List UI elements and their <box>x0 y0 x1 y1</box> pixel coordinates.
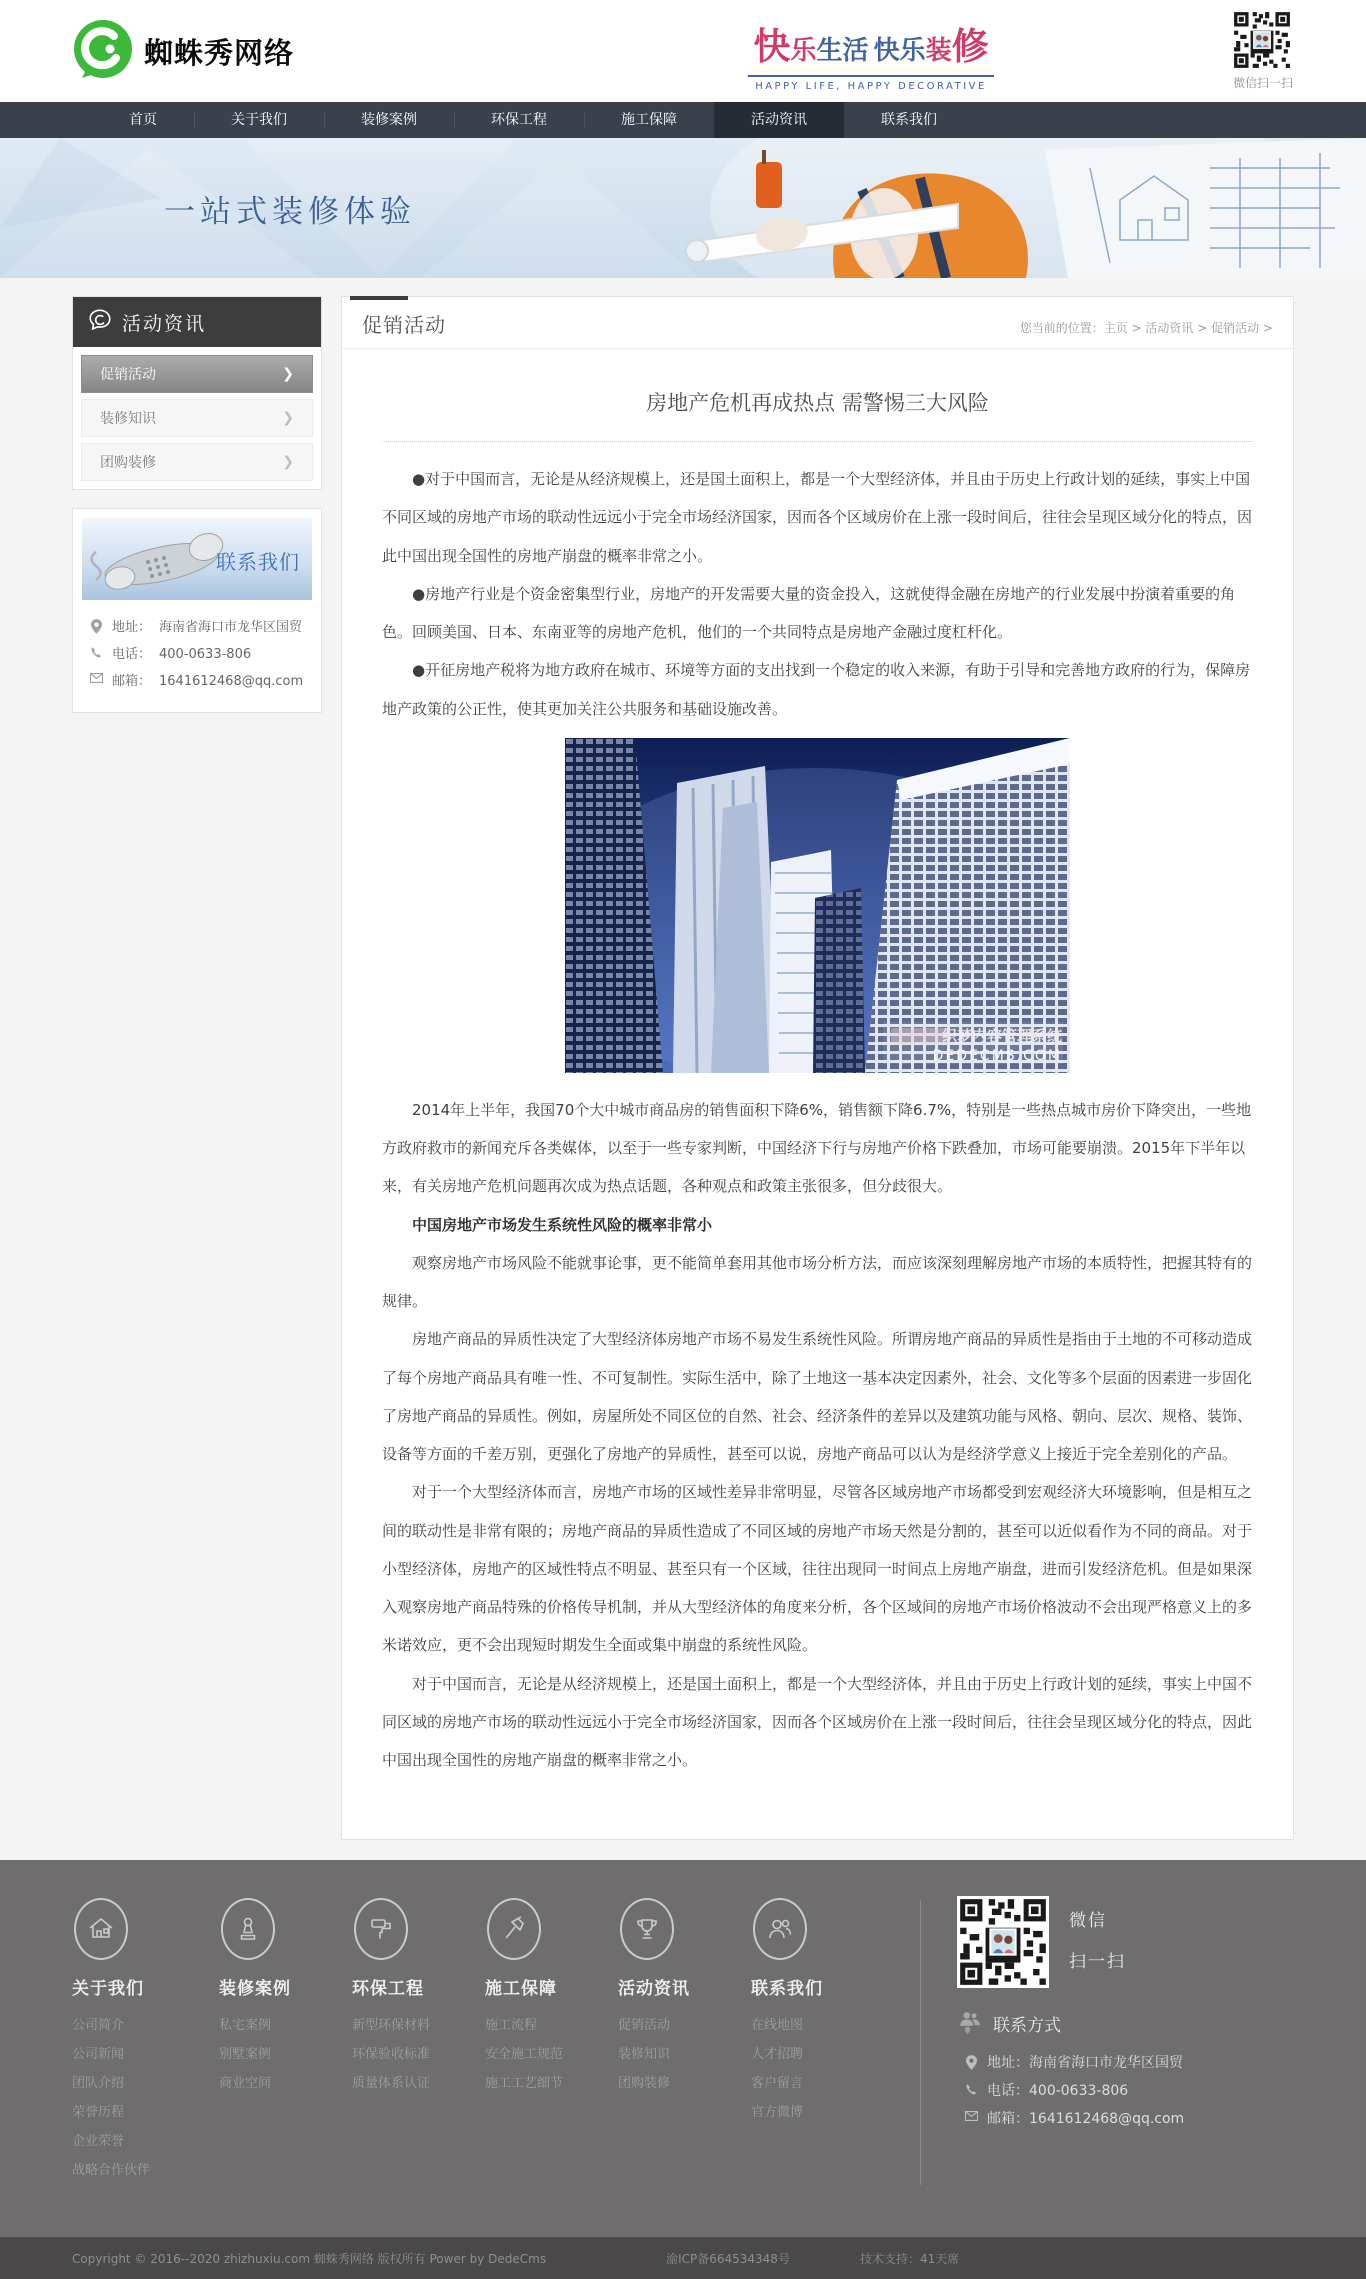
footer-email-value: 邮箱：1641612468@qq.com <box>987 2111 1185 2128</box>
article-image <box>382 738 1253 1077</box>
sidebar-header <box>73 297 321 347</box>
footer-link[interactable]: 客户留言 <box>751 2076 804 2092</box>
footer-email-line <box>957 2105 1294 2133</box>
nav-item-about[interactable]: 关于我们 <box>194 102 324 138</box>
mail-icon <box>88 673 104 683</box>
wechat-scan-label: 扫一扫 <box>1069 1952 1126 1973</box>
logo-text: 蜘蛛秀网络 <box>144 35 295 70</box>
footer-link[interactable]: 公司新闻 <box>72 2047 125 2063</box>
footer-link[interactable]: 商业空间 <box>219 2076 272 2092</box>
logo[interactable] <box>72 18 294 84</box>
footer-address-value: 地址：海南省海口市龙华区国贸 <box>987 2055 1183 2072</box>
email-line <box>88 668 306 695</box>
nav-item-construction[interactable]: 施工保障 <box>584 102 714 138</box>
icp-number[interactable]: 渝ICP备664534348号 <box>666 2251 790 2266</box>
footer-link[interactable]: 别墅案例 <box>219 2047 272 2063</box>
breadcrumb[interactable]: 您当前的位置：主页 > 活动资讯 > 促销活动 > <box>1019 321 1273 335</box>
footer-link[interactable]: 环保验收标准 <box>352 2047 431 2063</box>
nav-item-news[interactable]: 活动资讯 <box>714 102 844 138</box>
sidebar-item-group-buy[interactable] <box>81 443 313 481</box>
slogan-english: HAPPY LIFE, HAPPY DECORATIVE <box>748 75 994 92</box>
mail-icon <box>963 2111 979 2121</box>
sidebar-item-label: 促销活动 <box>100 367 156 383</box>
sidebar-item-knowledge[interactable] <box>81 399 313 437</box>
contact-card-title: 联系我们 <box>216 550 300 574</box>
site-header <box>0 0 1366 102</box>
copyright-bar <box>0 2237 1366 2279</box>
qr-image <box>1232 10 1292 70</box>
footer-qr-code <box>957 1896 1049 1988</box>
article-paragraph: ●开征房地产税将为地方政府在城市、环境等方面的支出找到一个稳定的收入来源，有助于引导和完善地方政府的行为，保障房地产政策的公正性，使其更加关注公共服务和基础设施改善。 <box>382 661 1251 718</box>
footer-col-title: 装修案例 <box>219 1979 291 2000</box>
footer-contact-block <box>957 1894 1294 2185</box>
chat-bubble-icon <box>87 307 113 337</box>
footer-link[interactable]: 人才招聘 <box>751 2047 804 2063</box>
footer-col-news <box>618 1894 724 2185</box>
article-paragraph: 对于一个大型经济体而言，房地产市场的区域性差异非常明显，尽管各区域房地产市场都受到宏观经济大环境影响，但是相互之间的联动性是非常有限的；房地产商品的异质性造成了不同区域的房地产市场天然是分割的，甚至可以近似看作为不同的商品。对于小型经济体，房地产的区域性特点不明显、甚至只有一个区域，往往出现同一时间点上房地产崩盘，进而引发经济危机。但是如果深入观察房地产商品特殊的价格传导机制，并从大型经济体的角度来分析，各个区域间的房地产市场价格波动不会出现严格意义上的多米诺效应，更不会出现短时期发生全面或集中崩盘的系统性风险。 <box>382 1483 1253 1655</box>
paint-roller-icon <box>354 1898 408 1960</box>
footer-contact-title: 联系方式 <box>993 2016 1061 2037</box>
sidebar-item-promotions[interactable] <box>81 355 313 393</box>
hammer-icon <box>487 1898 541 1960</box>
slogan-char: 乐 <box>790 36 817 66</box>
article-paragraph: 观察房地产市场风险不能就事论事，更不能简单套用其他市场分析方法，而应该深刻理解房地产市场的本质特性，把握其特有的规律。 <box>382 1253 1253 1310</box>
email-value: 1641612468@qq.com <box>159 674 304 689</box>
logo-icon <box>72 18 134 84</box>
footer-link[interactable]: 在线地图 <box>751 2018 804 2034</box>
footer-col-about <box>72 1894 192 2185</box>
site-footer <box>0 1860 1366 2237</box>
footer-phone-value: 电话：400-0633-806 <box>987 2083 1129 2100</box>
chevron-right-icon: ❯ <box>282 410 294 426</box>
qr-caption: 微信扫一扫 <box>1232 76 1293 90</box>
accent-bar <box>350 296 408 300</box>
sidebar-title: 活动资讯 <box>122 312 207 335</box>
footer-address-line <box>957 2049 1294 2077</box>
footer-col-title: 环保工程 <box>352 1979 424 2000</box>
footer-link[interactable]: 私宅案例 <box>219 2018 272 2034</box>
hero-banner <box>0 138 1366 278</box>
contact-card-banner <box>82 518 312 600</box>
address-label: 地址： <box>112 620 152 635</box>
footer-col-title: 活动资讯 <box>618 1979 690 2000</box>
footer-divider <box>920 1900 921 2185</box>
article-paragraph: 2014年上半年，我国70个大中城市商品房的销售面积下降6%，销售额下降6.7%，特别是一些热点城市房价下降突出，一些地方政府救市的新闻充斥各类媒体，以至于一些专家判断，中国经济下行与房地产价格下跌叠加，市场可能要崩溃。2015年下半年以来，有关房地产危机问题再次成为热点话题，各种观点和政策主张很多，但分歧很大。 <box>382 1100 1252 1196</box>
sidebar-item-label: 装修知识 <box>100 411 156 427</box>
slogan-char: 快乐 <box>873 36 926 66</box>
slogan-char: 装 <box>925 36 952 66</box>
nav-item-eco[interactable]: 环保工程 <box>454 102 584 138</box>
phone-icon <box>963 2083 979 2096</box>
footer-col-eco <box>352 1894 458 2185</box>
people-icon <box>753 1898 807 1960</box>
footer-col-title: 联系我们 <box>751 1979 823 2000</box>
footer-link[interactable]: 企业荣誉 <box>72 2134 125 2150</box>
email-label: 邮箱： <box>112 674 152 689</box>
skyscrapers-image <box>565 738 1070 1073</box>
footer-link[interactable]: 团队介绍 <box>72 2076 125 2092</box>
footer-col-title: 施工保障 <box>485 1979 557 2000</box>
copyright-text: Copyright © 2016--2020 zhizhuxiu.com 蜘蛛秀网络 版权所有 Power by DedeCms <box>72 2251 547 2266</box>
footer-link[interactable]: 施工工艺细节 <box>485 2076 564 2092</box>
slogan-char: 快 <box>753 25 791 68</box>
main-content <box>341 296 1294 1840</box>
stamp-icon <box>221 1898 275 1960</box>
tech-support: 技术支持：41天席 <box>859 2251 960 2266</box>
footer-col-construction <box>485 1894 591 2185</box>
article-paragraph: 对于中国而言，无论是从经济规模上，还是国土面积上，都是一个大型经济体，并且由于历史上行政计划的延续，事实上中国不同区域的房地产市场的联动性远远小于完全市场经济国家，因而各个区域房价在上涨一段时间后，往往会呈现区域分化的特点，因此中国出现全国性的房地产崩盘的概率非常之小。 <box>382 1674 1253 1769</box>
header-qr-code <box>1232 10 1294 91</box>
contact-card <box>72 508 322 713</box>
article <box>342 349 1293 1839</box>
address-line <box>88 614 306 641</box>
footer-link[interactable]: 团购装修 <box>618 2076 671 2092</box>
footer-link[interactable]: 新型环保材料 <box>352 2018 431 2034</box>
location-pin-icon <box>88 619 104 634</box>
footer-link[interactable]: 质量体系认证 <box>352 2076 431 2092</box>
footer-link[interactable]: 促销活动 <box>618 2018 671 2034</box>
sidebar-item-label: 团购装修 <box>100 455 156 471</box>
wechat-label: 微信 <box>1069 1911 1107 1932</box>
footer-col-contact <box>751 1894 883 2185</box>
article-subheading: 中国房地产市场发生系统性风险的概率非常小 <box>412 1215 713 1234</box>
phone-value: 400-0633-806 <box>159 647 252 662</box>
header-slogan <box>748 16 994 92</box>
phone-line <box>88 641 306 668</box>
footer-link[interactable]: 荣誉历程 <box>72 2105 125 2121</box>
nav-item-cases[interactable]: 装修案例 <box>324 102 454 138</box>
article-paragraph: ●房地产行业是个资金密集型行业，房地产的开发需要大量的资金投入，这就使得金融在房地产的行业发展中扮演着重要的角色。回顾美国、日本、东南亚等的房地产危机，他们的一个共同特点是房地产金融过度杠杆化。 <box>382 584 1236 641</box>
divider <box>382 441 1253 442</box>
article-paragraph: 房地产商品的异质性决定了大型经济体房地产市场不易发生系统性风险。所谓房地产商品的异质性是指由于土地的不可移动造成了每个房地产商品具有唯一性、不可复制性。实际生活中，除了土地这一基本决定因素外，社会、文化等多个层面的因素进一步固化了房地产商品的异质性。例如，房屋所处不同区位的自然、社会、经济条件的差异以及建筑功能与风格、朝向、层次、规格、装饰、设备等方面的千差万别，更强化了房地产的异质性，甚至可以说，房地产商品可以认为是经济学意义上接近于完全差别化的产品。 <box>382 1330 1253 1463</box>
footer-link[interactable]: 公司简介 <box>72 2018 125 2034</box>
footer-link[interactable]: 战略合作伙伴 <box>72 2163 151 2179</box>
phone-icon <box>88 646 104 659</box>
slogan-char: 生活 <box>816 36 869 66</box>
footer-link[interactable]: 官方微博 <box>751 2105 804 2121</box>
people-group-icon <box>957 2008 983 2039</box>
footer-col-title: 关于我们 <box>72 1979 144 2000</box>
footer-link[interactable]: 装修知识 <box>618 2047 671 2063</box>
article-title: 房地产危机再成热点 需警惕三大风险 <box>646 391 989 415</box>
location-pin-icon <box>963 2055 979 2070</box>
footer-link[interactable]: 施工流程 <box>485 2018 538 2034</box>
nav-item-home[interactable]: 首页 <box>129 112 157 128</box>
trophy-icon <box>620 1898 674 1960</box>
content-header <box>342 297 1293 349</box>
banner-title: 一站式装修体验 <box>164 194 416 230</box>
svg-text:DEDECMS.COM: DEDECMS.COM <box>932 1047 1062 1064</box>
house-icon <box>74 1898 128 1960</box>
phone-label: 电话： <box>112 647 152 662</box>
nav-item-contact[interactable]: 联系我们 <box>881 112 937 128</box>
svg-text:织梦内容管理系统: 织梦内容管理系统 <box>941 1026 1062 1045</box>
slogan-char: 修 <box>951 25 989 68</box>
footer-col-cases <box>219 1894 325 2185</box>
footer-phone-line <box>957 2077 1294 2105</box>
main-nav <box>0 102 1366 138</box>
page-title: 促销活动 <box>362 313 446 337</box>
chevron-right-icon: ❯ <box>282 454 294 470</box>
address-value: 海南省海口市龙华区国贸 <box>159 620 303 635</box>
article-paragraph: ●对于中国而言，无论是从经济规模上，还是国土面积上，都是一个大型经济体，并且由于历史上行政计划的延续，事实上中国不同区域的房地产市场的联动性远远小于完全市场经济国家，因而各个区域房价在上涨一段时间后，往往会呈现区域分化的特点，因此中国出现全国性的房地产崩盘的概率非常之小。 <box>382 470 1253 565</box>
chevron-right-icon: ❯ <box>282 366 294 382</box>
sidebar <box>72 296 322 713</box>
footer-link[interactable]: 安全施工规范 <box>485 2047 564 2063</box>
sidebar-menu-card <box>72 296 322 490</box>
